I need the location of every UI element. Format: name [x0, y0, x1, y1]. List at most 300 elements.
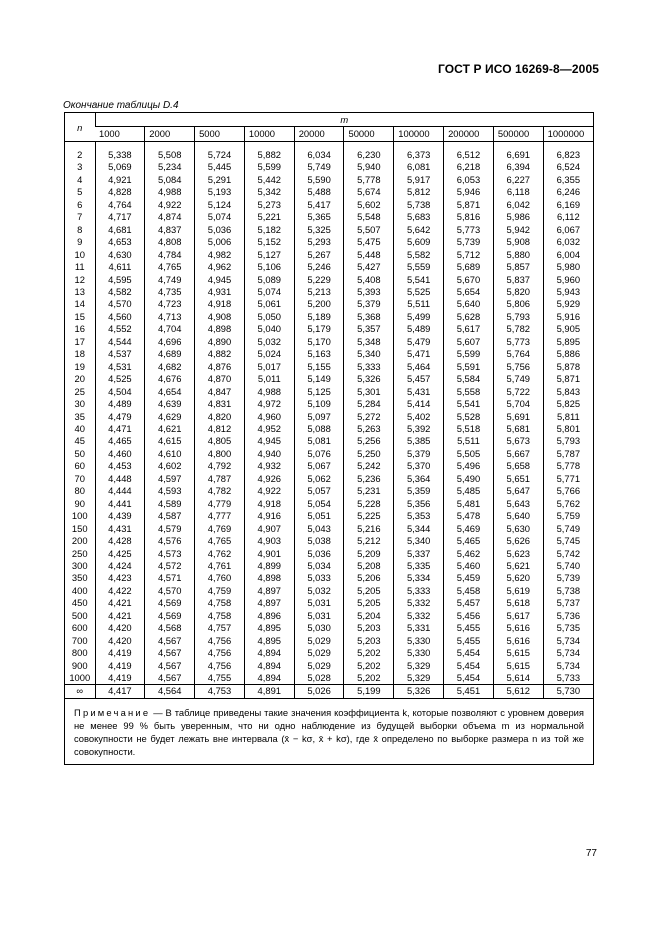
- value-cell: 4,653: [95, 236, 145, 248]
- value-cell: 5,205: [344, 585, 394, 597]
- value-cell: 4,759: [195, 585, 245, 597]
- value-cell: 5,335: [394, 560, 444, 572]
- value-cell: 4,903: [244, 535, 294, 547]
- spacer-cell: [65, 142, 95, 150]
- value-cell: 6,394: [493, 161, 543, 173]
- value-cell: 5,793: [493, 311, 543, 323]
- value-cell: 5,811: [543, 411, 593, 423]
- value-cell: 5,525: [394, 286, 444, 298]
- m-column-header: 1000000: [543, 127, 593, 142]
- value-cell: 5,628: [444, 311, 494, 323]
- table-row: [65, 510, 593, 522]
- value-cell: 5,029: [294, 635, 344, 647]
- value-cell: 5,330: [394, 647, 444, 659]
- value-cell: 5,640: [444, 298, 494, 310]
- value-cell: 4,901: [244, 548, 294, 560]
- m-column-header: 20000: [294, 127, 344, 142]
- value-cell: 5,878: [543, 361, 593, 373]
- value-cell: 5,733: [543, 672, 593, 685]
- value-cell: 5,084: [145, 174, 195, 186]
- value-cell: 5,236: [344, 473, 394, 485]
- value-cell: 5,749: [493, 373, 543, 385]
- table-row: [65, 361, 593, 373]
- value-cell: 5,454: [444, 647, 494, 659]
- m-column-header: 200000: [444, 127, 494, 142]
- value-cell: 5,626: [493, 535, 543, 547]
- value-cell: 5,825: [543, 398, 593, 410]
- value-cell: 4,758: [195, 597, 245, 609]
- value-cell: 5,485: [444, 485, 494, 497]
- value-cell: 4,761: [195, 560, 245, 572]
- value-cell: 5,730: [543, 685, 593, 698]
- value-cell: 5,234: [145, 161, 195, 173]
- value-cell: 4,870: [195, 373, 245, 385]
- value-cell: 5,749: [294, 161, 344, 173]
- value-cell: 4,419: [95, 660, 145, 672]
- table-row: [65, 149, 593, 161]
- value-cell: 5,773: [493, 336, 543, 348]
- value-cell: 4,921: [95, 174, 145, 186]
- value-cell: 5,455: [444, 622, 494, 634]
- value-cell: 5,465: [444, 535, 494, 547]
- value-cell: 5,759: [543, 510, 593, 522]
- value-cell: 5,284: [344, 398, 394, 410]
- value-cell: 4,689: [145, 348, 195, 360]
- spacer-cell: [95, 142, 145, 150]
- value-cell: 4,544: [95, 336, 145, 348]
- table-row: [65, 199, 593, 211]
- n-cell: 7: [77, 211, 83, 223]
- value-cell: 5,812: [394, 186, 444, 198]
- n-cell: 40: [74, 422, 85, 434]
- value-cell: 5,462: [444, 548, 494, 560]
- value-cell: 5,182: [244, 224, 294, 236]
- value-cell: 4,765: [145, 261, 195, 273]
- value-cell: 4,682: [145, 361, 195, 373]
- value-cell: 4,805: [195, 435, 245, 447]
- table-row: [65, 261, 593, 273]
- spacer-row: [65, 142, 593, 150]
- n-cell: 25: [74, 385, 85, 397]
- value-cell: 5,331: [394, 622, 444, 634]
- n-cell: ∞: [65, 685, 95, 698]
- table-row: [65, 348, 593, 360]
- value-cell: 5,069: [95, 161, 145, 173]
- table-row: [65, 435, 593, 447]
- value-cell: 6,067: [543, 224, 593, 236]
- value-cell: 5,908: [493, 236, 543, 248]
- table-row: [65, 473, 593, 485]
- value-cell: 5,737: [543, 597, 593, 609]
- value-cell: 5,460: [444, 560, 494, 572]
- value-cell: 5,518: [444, 423, 494, 435]
- value-cell: 4,812: [195, 423, 245, 435]
- value-cell: 5,619: [493, 585, 543, 597]
- n-cell: 2: [77, 149, 83, 160]
- value-cell: 5,330: [394, 635, 444, 647]
- value-cell: 5,124: [195, 199, 245, 211]
- value-cell: 5,340: [394, 535, 444, 547]
- value-cell: 4,926: [244, 473, 294, 485]
- value-cell: 4,874: [145, 211, 195, 223]
- value-cell: 4,890: [195, 336, 245, 348]
- value-cell: 4,595: [95, 274, 145, 286]
- value-cell: 5,616: [493, 635, 543, 647]
- value-cell: 4,441: [95, 498, 145, 510]
- value-cell: 5,490: [444, 473, 494, 485]
- value-cell: 5,541: [444, 398, 494, 410]
- table-row: [65, 311, 593, 323]
- value-cell: 5,499: [394, 311, 444, 323]
- value-cell: 5,674: [344, 186, 394, 198]
- value-cell: 5,189: [294, 311, 344, 323]
- value-cell: 5,643: [493, 498, 543, 510]
- m-column-header: 5000: [195, 127, 245, 142]
- value-cell: 4,560: [95, 311, 145, 323]
- m-column-header: 50000: [344, 127, 394, 142]
- value-cell: 5,756: [493, 361, 543, 373]
- value-cell: 4,570: [95, 298, 145, 310]
- value-cell: 4,982: [195, 249, 245, 261]
- value-cell: 5,681: [493, 423, 543, 435]
- m-group-header: m: [95, 113, 593, 127]
- value-cell: 5,256: [344, 435, 394, 447]
- value-cell: 5,738: [543, 585, 593, 597]
- value-cell: 5,454: [444, 660, 494, 672]
- value-cell: 5,370: [394, 460, 444, 472]
- value-cell: 4,615: [145, 435, 195, 447]
- value-cell: 5,630: [493, 523, 543, 535]
- spacer-cell: [344, 142, 394, 150]
- value-cell: 5,642: [394, 224, 444, 236]
- m-column-header: 500000: [493, 127, 543, 142]
- table-row: [65, 585, 593, 597]
- value-cell: 4,758: [195, 610, 245, 622]
- value-cell: 4,898: [195, 323, 245, 335]
- value-cell: 4,681: [95, 224, 145, 236]
- value-cell: 5,155: [294, 361, 344, 373]
- value-cell: 4,569: [145, 597, 195, 609]
- value-cell: 4,918: [195, 298, 245, 310]
- value-cell: 5,338: [95, 149, 145, 161]
- value-cell: 4,421: [95, 597, 145, 609]
- value-cell: 6,512: [444, 149, 494, 161]
- value-cell: 5,213: [294, 286, 344, 298]
- value-cell: 5,216: [344, 523, 394, 535]
- n-cell: 100: [71, 510, 88, 522]
- value-cell: 4,894: [244, 647, 294, 659]
- value-cell: 5,590: [294, 174, 344, 186]
- table-row: [65, 485, 593, 497]
- value-cell: 5,599: [444, 348, 494, 360]
- table-row: [65, 460, 593, 472]
- value-cell: 6,246: [543, 186, 593, 198]
- n-cell: 30: [74, 398, 85, 410]
- table-row: [65, 411, 593, 423]
- value-cell: 4,465: [95, 435, 145, 447]
- value-cell: 4,762: [195, 548, 245, 560]
- value-cell: 5,618: [493, 597, 543, 609]
- m-column-header: 100000: [394, 127, 444, 142]
- value-cell: 5,475: [344, 236, 394, 248]
- value-cell: 5,200: [294, 298, 344, 310]
- n-cell: 16: [74, 323, 85, 335]
- n-cell: 90: [74, 497, 85, 509]
- value-cell: 5,793: [543, 435, 593, 447]
- value-cell: 4,552: [95, 323, 145, 335]
- value-cell: 5,028: [294, 672, 344, 685]
- value-cell: 5,293: [294, 236, 344, 248]
- value-cell: 5,507: [344, 224, 394, 236]
- value-cell: 5,054: [294, 498, 344, 510]
- value-cell: 4,422: [95, 585, 145, 597]
- value-cell: 5,511: [394, 298, 444, 310]
- value-cell: 5,541: [394, 274, 444, 286]
- value-cell: 4,918: [244, 498, 294, 510]
- value-cell: 6,218: [444, 161, 494, 173]
- value-cell: 6,373: [394, 149, 444, 161]
- value-cell: 6,034: [294, 149, 344, 161]
- value-cell: 4,570: [145, 585, 195, 597]
- value-cell: 4,960: [244, 411, 294, 423]
- value-cell: 5,617: [493, 610, 543, 622]
- value-cell: 5,353: [394, 510, 444, 522]
- value-cell: 5,431: [394, 386, 444, 398]
- value-cell: 5,616: [493, 622, 543, 634]
- value-cell: 5,940: [344, 161, 394, 173]
- value-cell: 4,602: [145, 460, 195, 472]
- value-cell: 5,559: [394, 261, 444, 273]
- coefficient-table-container: [64, 112, 594, 765]
- value-cell: 5,946: [444, 186, 494, 198]
- value-cell: 5,464: [394, 361, 444, 373]
- spacer-cell: [195, 142, 245, 150]
- value-cell: 5,163: [294, 348, 344, 360]
- m-column-header: 10000: [244, 127, 294, 142]
- value-cell: 5,030: [294, 622, 344, 634]
- value-cell: 5,670: [444, 274, 494, 286]
- table-row: [65, 622, 593, 634]
- value-cell: 4,932: [244, 460, 294, 472]
- value-cell: 5,356: [394, 498, 444, 510]
- table-row: [65, 286, 593, 298]
- value-cell: 4,589: [145, 498, 195, 510]
- value-cell: 5,766: [543, 485, 593, 497]
- n-cell: 35: [74, 410, 85, 422]
- value-cell: 4,907: [244, 523, 294, 535]
- value-cell: 5,479: [394, 336, 444, 348]
- n-cell: 350: [71, 572, 88, 584]
- value-cell: 6,691: [493, 149, 543, 161]
- value-cell: 5,414: [394, 398, 444, 410]
- n-cell: 1000: [69, 672, 91, 684]
- value-cell: 5,458: [444, 585, 494, 597]
- value-cell: 5,456: [444, 610, 494, 622]
- value-cell: 4,988: [145, 186, 195, 198]
- m-column-header: 1000: [95, 127, 145, 142]
- value-cell: 5,368: [344, 311, 394, 323]
- table-row: [65, 572, 593, 584]
- table-row: [65, 249, 593, 261]
- value-cell: 5,782: [493, 323, 543, 335]
- spacer-cell: [145, 142, 195, 150]
- value-cell: 5,895: [543, 336, 593, 348]
- value-cell: 4,784: [145, 249, 195, 261]
- value-cell: 5,471: [394, 348, 444, 360]
- n-cell: 600: [71, 622, 88, 634]
- table-row: [65, 597, 593, 609]
- value-cell: 5,402: [394, 411, 444, 423]
- n-cell: 15: [74, 310, 85, 322]
- value-cell: 5,193: [195, 186, 245, 198]
- value-cell: 5,029: [294, 660, 344, 672]
- value-cell: 5,204: [344, 610, 394, 622]
- value-cell: 5,801: [543, 423, 593, 435]
- value-cell: 5,667: [493, 448, 543, 460]
- value-cell: 5,691: [493, 411, 543, 423]
- value-cell: 5,739: [444, 236, 494, 248]
- value-cell: 5,762: [543, 498, 593, 510]
- value-cell: 5,742: [543, 548, 593, 560]
- n-cell: 450: [71, 597, 88, 609]
- value-cell: 4,898: [244, 572, 294, 584]
- n-cell: 6: [77, 198, 83, 210]
- value-cell: 5,806: [493, 298, 543, 310]
- value-cell: 5,208: [344, 560, 394, 572]
- table-row: [65, 610, 593, 622]
- value-cell: 5,778: [543, 460, 593, 472]
- value-cell: 5,651: [493, 473, 543, 485]
- value-cell: 5,496: [444, 460, 494, 472]
- value-cell: 5,097: [294, 411, 344, 423]
- value-cell: 4,504: [95, 386, 145, 398]
- value-cell: 5,326: [394, 685, 444, 698]
- value-cell: 5,228: [344, 498, 394, 510]
- value-cell: 5,026: [294, 685, 344, 698]
- value-cell: 5,393: [344, 286, 394, 298]
- table-row: [65, 298, 593, 310]
- value-cell: 5,333: [344, 361, 394, 373]
- value-cell: 5,871: [444, 199, 494, 211]
- value-cell: 5,357: [344, 323, 394, 335]
- value-cell: 5,508: [145, 149, 195, 161]
- spacer-cell: [444, 142, 494, 150]
- table-row: [65, 274, 593, 286]
- value-cell: 4,922: [145, 199, 195, 211]
- m-column-header: 2000: [145, 127, 195, 142]
- value-cell: 4,891: [244, 685, 294, 698]
- value-cell: 5,385: [394, 435, 444, 447]
- value-cell: 4,749: [145, 274, 195, 286]
- value-cell: 5,076: [294, 448, 344, 460]
- value-cell: 4,630: [95, 249, 145, 261]
- value-cell: 5,344: [394, 523, 444, 535]
- value-cell: 5,734: [543, 660, 593, 672]
- n-cell: 50: [74, 447, 85, 459]
- n-cell: 11: [74, 261, 85, 273]
- value-cell: 6,524: [543, 161, 593, 173]
- value-cell: 5,599: [244, 161, 294, 173]
- value-cell: 4,769: [195, 523, 245, 535]
- value-cell: 5,334: [394, 572, 444, 584]
- value-cell: 5,040: [244, 323, 294, 335]
- value-cell: 5,739: [543, 572, 593, 584]
- value-cell: 5,051: [294, 510, 344, 522]
- value-cell: 5,032: [244, 336, 294, 348]
- value-cell: 5,017: [244, 361, 294, 373]
- n-cell: 45: [74, 435, 85, 447]
- value-cell: 4,782: [195, 485, 245, 497]
- value-cell: 5,591: [444, 361, 494, 373]
- value-cell: 5,905: [543, 323, 593, 335]
- value-cell: 5,006: [195, 236, 245, 248]
- value-cell: 5,229: [294, 274, 344, 286]
- value-cell: 5,333: [394, 585, 444, 597]
- value-cell: 5,170: [294, 336, 344, 348]
- n-cell: 18: [74, 348, 85, 360]
- coefficient-table: [65, 113, 593, 698]
- value-cell: 4,847: [195, 386, 245, 398]
- value-cell: 5,427: [344, 261, 394, 273]
- value-cell: 6,112: [543, 211, 593, 223]
- value-cell: 4,417: [95, 685, 145, 698]
- value-cell: 6,004: [543, 249, 593, 261]
- value-cell: 5,342: [244, 186, 294, 198]
- table-caption: Окончание таблицы D.4: [63, 100, 179, 111]
- value-cell: 5,615: [493, 647, 543, 659]
- value-cell: 4,576: [145, 535, 195, 547]
- n-cell: 19: [74, 360, 85, 372]
- value-cell: 4,792: [195, 460, 245, 472]
- value-cell: 5,199: [344, 685, 394, 698]
- value-cell: 5,724: [195, 149, 245, 161]
- value-cell: 5,612: [493, 685, 543, 698]
- value-cell: 5,734: [543, 635, 593, 647]
- value-cell: 5,740: [543, 560, 593, 572]
- value-cell: 5,773: [444, 224, 494, 236]
- n-cell: 150: [71, 522, 88, 534]
- value-cell: 4,425: [95, 548, 145, 560]
- value-cell: 6,169: [543, 199, 593, 211]
- value-cell: 5,451: [444, 685, 494, 698]
- table-row: [65, 672, 593, 685]
- value-cell: 4,428: [95, 535, 145, 547]
- value-cell: 4,431: [95, 523, 145, 535]
- value-cell: 5,689: [444, 261, 494, 273]
- value-cell: 5,478: [444, 510, 494, 522]
- spacer-cell: [244, 142, 294, 150]
- value-cell: 5,061: [244, 298, 294, 310]
- n-cell: 800: [71, 647, 88, 659]
- table-row: [65, 635, 593, 647]
- value-cell: 4,756: [195, 660, 245, 672]
- value-cell: 5,408: [344, 274, 394, 286]
- value-cell: 4,713: [145, 311, 195, 323]
- n-cell: 80: [74, 485, 85, 497]
- value-cell: 4,597: [145, 473, 195, 485]
- spacer-cell: [394, 142, 444, 150]
- value-cell: 4,876: [195, 361, 245, 373]
- value-cell: 5,980: [543, 261, 593, 273]
- value-cell: 5,179: [294, 323, 344, 335]
- value-cell: 5,607: [444, 336, 494, 348]
- value-cell: 5,109: [294, 398, 344, 410]
- value-cell: 5,329: [394, 660, 444, 672]
- value-cell: 4,760: [195, 572, 245, 584]
- value-cell: 6,355: [543, 174, 593, 186]
- value-cell: 4,704: [145, 323, 195, 335]
- value-cell: 5,647: [493, 485, 543, 497]
